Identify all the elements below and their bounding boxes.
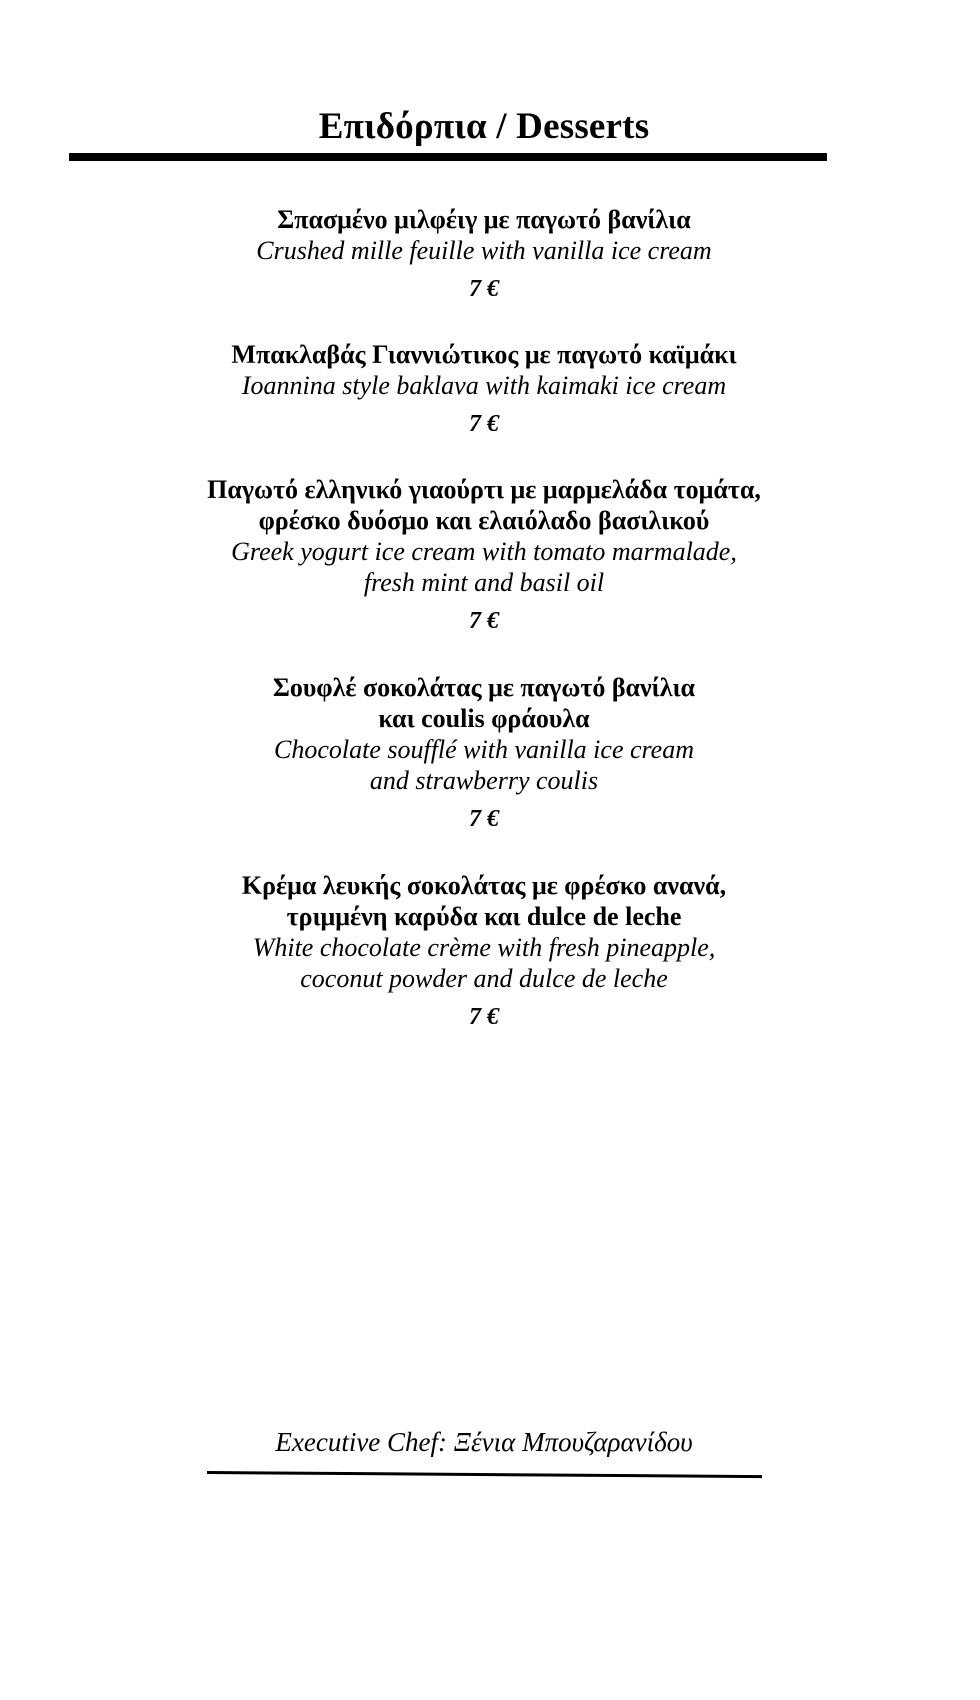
dish-name-greek-line-1: Κρέμα λευκής σοκολάτας με φρέσκο ανανά, — [241, 871, 727, 900]
dish-price: 7 € — [469, 411, 499, 437]
dish-name-greek-line-2: και coulis φράουλα — [378, 704, 590, 733]
dish-name-english-line-2: fresh mint and basil oil — [363, 568, 605, 597]
dish-item — [0, 672, 968, 834]
dish-name-greek-line-2: τριμμένη καρύδα και dulce de leche — [286, 902, 682, 931]
dish-name-english-line-1: Chocolate soufflé with vanilla ice cream — [273, 735, 694, 764]
dish-name-english-line-2: coconut powder and dulce de leche — [300, 964, 668, 993]
dish-item — [0, 474, 968, 636]
dish-name-greek-line-1: Παγωτό ελληνικό γιαούρτι με μαρμελάδα τομάτα, — [207, 475, 761, 504]
dish-name-english-line-2: and strawberry coulis — [369, 766, 599, 795]
dish-price: 7 € — [469, 1004, 499, 1030]
chef-credit: Executive Chef: Ξένια Μπουζαρανίδου — [275, 1427, 693, 1457]
page-title: Επιδόρπια / Desserts — [318, 105, 650, 147]
dish-name-greek: Σπασμένο μιλφέιγ με παγωτό βανίλια — [277, 205, 691, 234]
dish-item — [0, 339, 968, 439]
dish-name-greek-line-2: φρέσκο δυόσμο και ελαιόλαδο βασιλικού — [258, 506, 710, 535]
dish-name-greek: Μπακλαβάς Γιαννιώτικος με παγωτό καϊμάκι — [231, 340, 737, 369]
dish-name-english: Crushed mille feuille with vanilla ice cream — [256, 236, 712, 265]
signature-line — [207, 1471, 762, 1478]
dish-name-english-line-1: Greek yogurt ice cream with tomato marmalade, — [231, 537, 737, 566]
dish-price: 7 € — [469, 806, 499, 832]
dish-name-english-line-1: White chocolate crème with fresh pineapple, — [252, 933, 716, 962]
dish-name-english: Ioannina style baklava with kaimaki ice cream — [241, 371, 727, 400]
dish-name-greek-line-1: Σουφλέ σοκολάτας με παγωτό βανίλια — [272, 673, 696, 702]
dish-item — [0, 870, 968, 1032]
dish-price: 7 € — [469, 276, 499, 302]
dish-price: 7 € — [469, 608, 499, 634]
title-divider — [69, 153, 827, 161]
dish-item — [0, 204, 968, 304]
